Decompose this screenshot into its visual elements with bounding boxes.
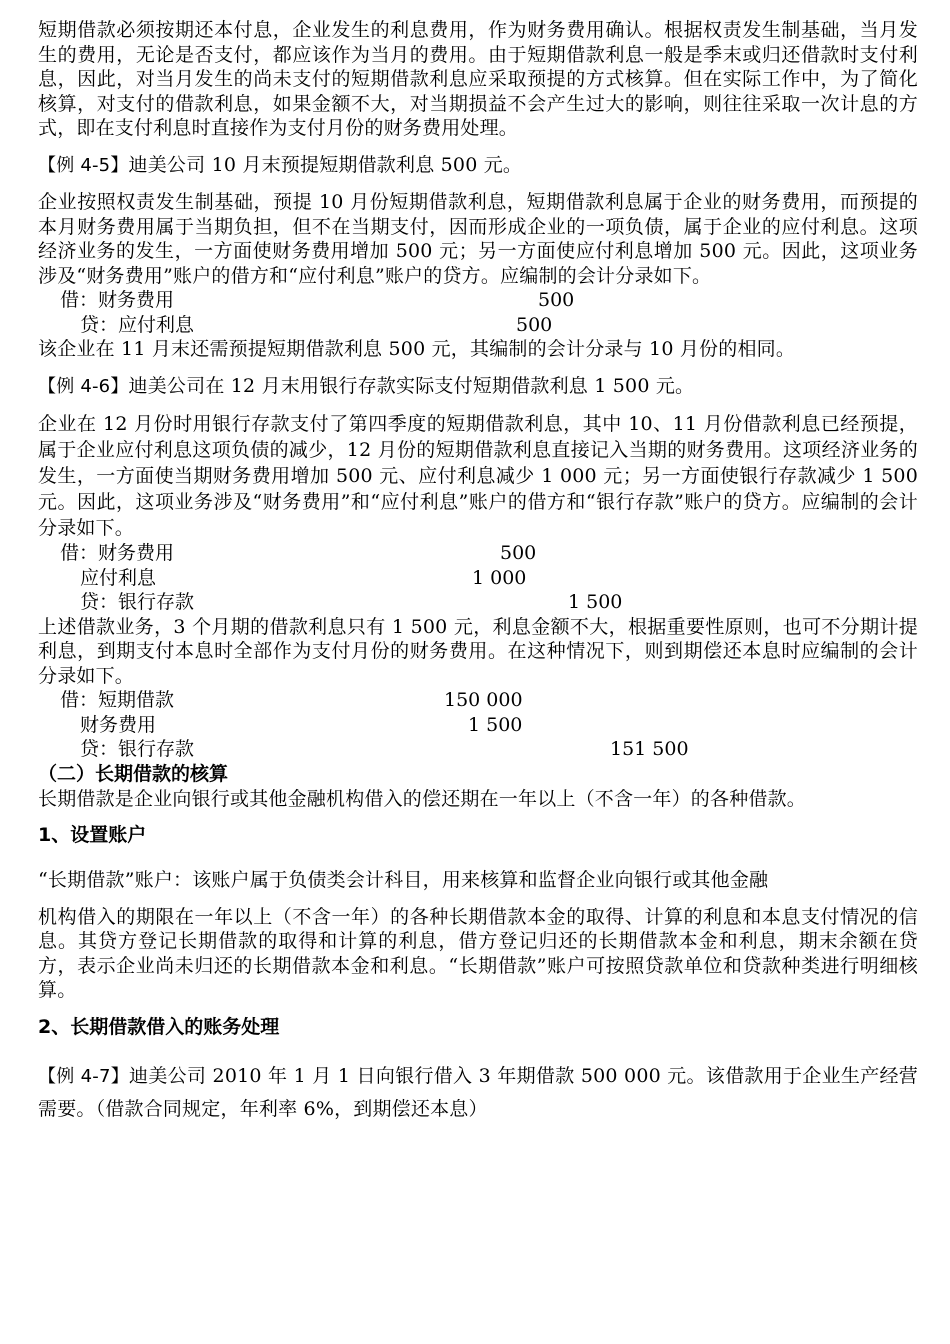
entry-line <box>38 541 918 566</box>
entry-account: 应付利息 <box>80 566 157 589</box>
example-4-6 <box>38 374 918 400</box>
paragraph-account-description-2: 机构借入的期限在一年以上（不含一年）的各种长期借款本金的取得、计算的利息和本息支付情况的信息。其贷方登记长期借款的取得和计算的利息，借方登记归还的长期借款本金和利息，期末余额在贷方，表示企业尚未归还的长期借款本金和利息。“长期借款”账户可按照贷款单位和贷款种类进行明细核算。 <box>38 905 918 1001</box>
entry-account: 贷：银行存款 <box>80 738 195 760</box>
example-text: 迪美公司 2010 年 1 月 1 日向银行借入 3 年期借款 500 000 元。该借款用于企业生产经营需要。（借款合同规定，年利率 6%，到期偿还本息） <box>38 1064 918 1120</box>
journal-entry-3 <box>38 688 918 762</box>
entry-line <box>38 688 918 713</box>
subheading-accounting-treatment: 2、长期借款借入的账务处理 <box>38 1015 280 1038</box>
journal-entry-1 <box>38 288 918 337</box>
entry-amount: 500 <box>500 542 537 564</box>
entry-line <box>38 590 918 615</box>
paragraph-november: 该企业在 11 月末还需预提短期借款利息 500 元，其编制的会计分录与 10 月份的相同。 <box>38 338 796 360</box>
entry-line <box>38 713 918 738</box>
entry-line <box>38 288 918 313</box>
entry-account: 借：短期借款 <box>60 689 175 711</box>
example-4-5 <box>38 153 918 179</box>
entry-amount: 500 <box>538 289 575 311</box>
entry-line <box>38 566 918 591</box>
entry-account: 财务费用 <box>80 713 157 736</box>
entry-amount: 1 500 <box>568 591 623 613</box>
paragraph-accrual-explanation: 企业按照权责发生制基础，预提 10 月份短期借款利息，短期借款利息属于企业的财务费用，而预提的本月财务费用属于当期负担，但不在当期支付，因而形成企业的一项负债，属于企业的应付利息。这项经济业务的发生，一方面使财务费用增加 500 元；另一方面使应付利息增加 500 元。因此，这项业务涉及“财务费用”账户的借方和“应付利息”账户的贷方。应编制的会计分录如下。 <box>38 191 918 287</box>
example-text: 迪美公司在 12 月末用银行存款实际支付短期借款利息 1 500 元。 <box>128 374 695 397</box>
example-label: 【例 4-5】 <box>38 154 129 176</box>
entry-amount: 500 <box>516 313 553 336</box>
paragraph-december-payment: 企业在 12 月份时用银行存款支付了第四季度的短期借款利息，其中 10、11 月份借款利息已经预提，属于企业应付利息这项负债的减少，12 月份的短期借款利息直接记入当期的财务费用。这项经济业务的发生，一方面使当期财务费用增加 500 元、应付利息减少 1 000 元；另一方面使银行存款减少 1 500 元。因此，这项业务涉及“财务费用”和“应付利息”账户的借方和“银行存款”账户的贷方。应编制的会计分录如下。 <box>38 413 918 539</box>
example-text: 迪美公司 10 月末预提短期借款利息 500 元。 <box>128 153 523 176</box>
document-page <box>38 18 918 1125</box>
entry-account: 贷：应付利息 <box>80 313 195 336</box>
entry-amount: 1 000 <box>472 566 527 589</box>
example-label: 【例 4-7】 <box>38 1065 130 1087</box>
entry-account: 贷：银行存款 <box>80 591 195 613</box>
section-heading-long-term-loans: （二）长期借款的核算 <box>38 762 229 785</box>
entry-amount: 150 000 <box>444 689 523 711</box>
paragraph-short-term-interest: 短期借款必须按期还本付息，企业发生的利息费用，作为财务费用确认。根据权责发生制基础，当月发生的费用，无论是否支付，都应该作为当月的费用。由于短期借款利息一般是季末或归还借款时支付利息，因此，对当月发生的尚未支付的短期借款利息应采取预提的方式核算。但在实际工作中，为了简化核算，对支付的借款利息，如果金额不大，对当期损益不会产生过大的影响，则往往采取一次计息的方式，即在支付利息时直接作为支付月份的财务费用处理。 <box>38 19 918 139</box>
entry-account: 借：财务费用 <box>60 289 175 311</box>
paragraph-account-description-1: “长期借款”账户：该账户属于负债类会计科目，用来核算和监督企业向银行或其他金融 <box>38 869 769 891</box>
entry-line <box>38 313 918 338</box>
entry-amount: 151 500 <box>610 738 689 760</box>
paragraph-importance-principle: 上述借款业务，3 个月期的借款利息只有 1 500 元，利息金额不大，根据重要性原则，也可不分期计提利息，到期支付本息时全部作为支付月份的财务费用。在这种情况下，则到期偿还本息时应编制的会计分录如下。 <box>38 615 918 687</box>
entry-line <box>38 737 918 762</box>
paragraph-long-term-definition: 长期借款是企业向银行或其他金融机构借入的偿还期在一年以上（不含一年）的各种借款。 <box>38 787 807 810</box>
example-4-7 <box>38 1060 918 1125</box>
example-label: 【例 4-6】 <box>38 375 129 397</box>
entry-amount: 1 500 <box>468 713 523 736</box>
subheading-set-accounts: 1、设置账户 <box>38 824 147 846</box>
entry-account: 借：财务费用 <box>60 542 175 564</box>
journal-entry-2 <box>38 541 918 615</box>
